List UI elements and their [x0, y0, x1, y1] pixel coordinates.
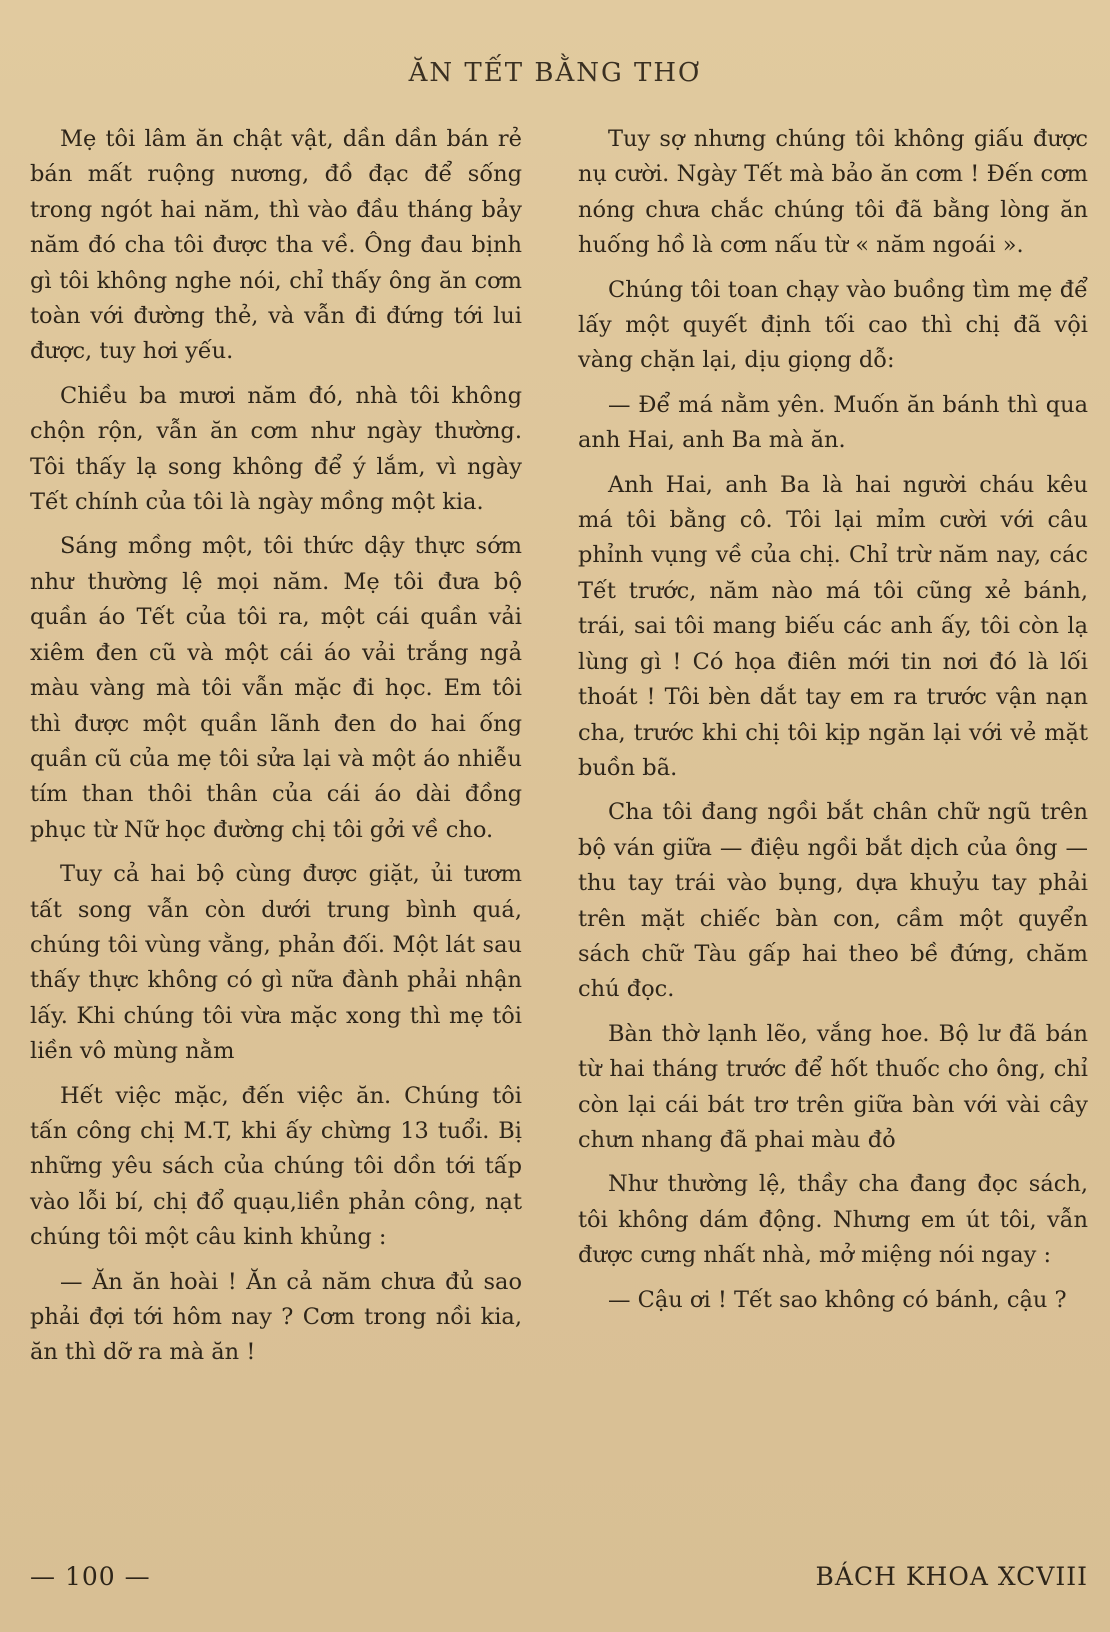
page-number: — 100 —: [30, 1562, 151, 1591]
article-title: ĂN TẾT BẰNG THƠ: [408, 58, 702, 88]
paragraph: — Cậu ơi ! Tết sao không có bánh, cậu ?: [608, 1286, 1067, 1313]
paragraph: Chiều ba mươi năm đó, nhà tôi không chộn rộn, vẫn ăn cơm như ngày thường. Tôi thấy lạ song không để ý lắm, vì ngày Tết chính của tôi là ngày mồng một kia.: [30, 382, 522, 516]
paragraph: — Ăn ăn hoài ! Ăn cả năm chưa đủ sao phải đợi tới hôm nay ? Cơm trong nồi kia, ăn thì dỡ ra mà ăn !: [30, 1268, 522, 1366]
paragraph: Mẹ tôi lâm ăn chật vật, dần dần bán rẻ bán mất ruộng nương, đồ đạc để sống trong ngót hai năm, thì vào đầu tháng bảy năm đó cha tôi được tha về. Ông đau bịnh gì tôi không nghe nói, chỉ thấy ông ăn cơm toàn với đường thẻ, và vẫn đi đứng tới lui được, tuy hơi yếu.: [30, 126, 522, 365]
left-column: [30, 122, 522, 1380]
paragraph: Chúng tôi toan chạy vào buồng tìm mẹ để lấy một quyết định tối cao thì chị đã vội vàng chặn lại, dịu giọng dỗ:: [578, 276, 1088, 374]
paragraph: Anh Hai, anh Ba là hai người cháu kêu má tôi bằng cô. Tôi lại mỉm cười với câu phỉnh vụng về của chị. Chỉ trừ năm nay, các Tết trước, năm nào má tôi cũng xẻ bánh, trái, sai tôi mang biếu các anh ấy, tôi còn lạ lùng gì ! Có họa điên mới tin nơi đó là lối thoát ! Tôi bèn dắt tay em ra trước vận nạn cha, trước khi chị tôi kịp ngăn lại với vẻ mặt buồn bã.: [578, 471, 1088, 781]
paragraph: Như thường lệ, thầy cha đang đọc sách, tôi không dám động. Nhưng em út tôi, vẫn được cưng nhất nhà, mở miệng nói ngay :: [578, 1171, 1088, 1269]
paragraph: Bàn thờ lạnh lẽo, vắng hoe. Bộ lư đã bán từ hai tháng trước để hốt thuốc cho ông, chỉ còn lại cái bát trơ trên giữa bàn với vài cây chưn nhang đã phai màu đỏ: [578, 1020, 1088, 1153]
paragraph: Cha tôi đang ngồi bắt chân chữ ngũ trên bộ ván giữa — điệu ngồi bắt dịch của ông — thu tay trái vào bụng, dựa khuỷu tay phải trên mặt chiếc bàn con, cầm một quyển sách chữ Tàu gấp hai theo bề đứng, chăm chú đọc.: [578, 799, 1088, 1003]
right-column: [578, 122, 1088, 1327]
paragraph: — Để má nằm yên. Muốn ăn bánh thì qua anh Hai, anh Ba mà ăn.: [578, 391, 1088, 454]
magazine-issue: BÁCH KHOA XCVIII: [815, 1562, 1088, 1591]
paragraph: Sáng mồng một, tôi thức dậy thực sớm như thường lệ mọi năm. Mẹ tôi đưa bộ quần áo Tết của tôi ra, một cái quần vải xiêm đen cũ và một cái áo vải trắng ngả màu vàng mà tôi vẫn mặc đi học. Em tôi thì được một quần lãnh đen do hai ống quần cũ của mẹ tôi sửa lại và một áo nhiễu tím than thôi thân của cái áo dài đồng phục từ Nữ học đường chị tôi gởi về cho.: [30, 533, 522, 843]
paragraph: Tuy cả hai bộ cùng được giặt, ủi tươm tất song vẫn còn dưới trung bình quá, chúng tôi vùng vằng, phản đối. Một lát sau thấy thực không có gì nữa đành phải nhận lấy. Khi chúng tôi vừa mặc xong thì mẹ tôi liền vô mùng nằm: [30, 861, 522, 1065]
paragraph: Tuy sợ nhưng chúng tôi không giấu được nụ cười. Ngày Tết mà bảo ăn cơm ! Đến cơm nóng chưa chắc chúng tôi đã bằng lòng ăn huống hồ là cơm nấu từ « năm ngoái ».: [578, 126, 1088, 259]
paragraph: Hết việc mặc, đến việc ăn. Chúng tôi tấn công chị M.T, khi ấy chừng 13 tuổi. Bị những yêu sách của chúng tôi dồn tới tấp vào lỗi bí, chị đổ quạu,liền phản công, nạt chúng tôi một câu kinh khủng :: [30, 1082, 522, 1251]
